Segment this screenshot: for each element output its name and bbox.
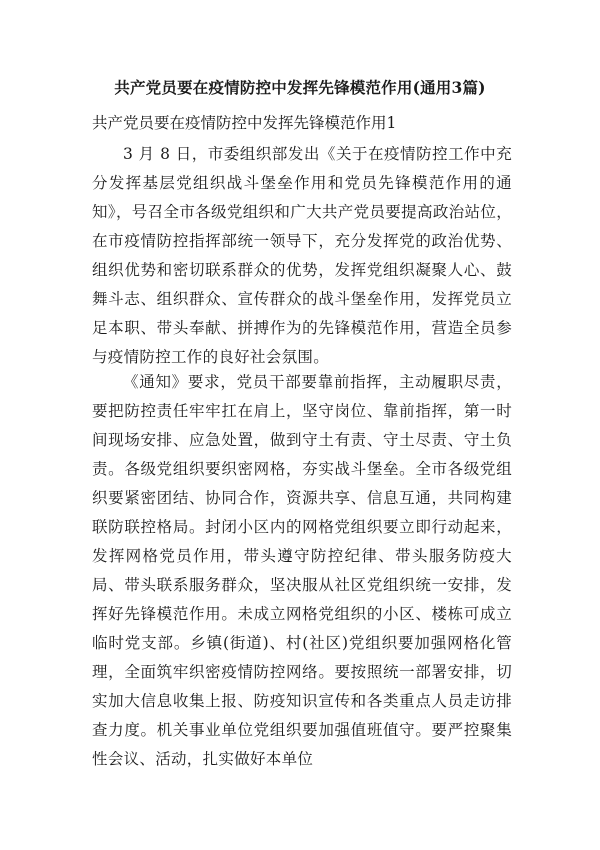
document-title: 共产党员要在疫情防控中发挥先锋模范作用(通用3篇) [114,78,486,97]
document-subtitle: 共产党员要在疫情防控中发挥先锋模范作用1 [92,114,397,132]
paragraph-1: 3 月 8 日，市委组织部发出《关于在疫情防控工作中充分发挥基层党组织战斗堡垒作用和党员先锋模范作用的通知》，号召全市各级党组织和广大共产党员要提高政治站位，在市疫情防控指挥部统一领导下，充分发挥党的政治优势、组织优势和密切联系群众的优势，发挥党组织凝聚人心、鼓舞斗志、组织群众、宣传群众的战斗堡垒作用，发挥党员立足本职、带头奉献、拼搏作为的先锋模范作用，营造全员参与疫情防控工作的良好社会氛围。 [92,145,512,366]
paragraph-2: 《通知》要求，党员干部要靠前指挥，主动履职尽责，要把防控责任牢牢扛在肩上，坚守岗位、靠前指挥，第一时间现场安排、应急处置，做到守土有责、守土尽责、守土负责。各级党组织要织密网格，夯实战斗堡垒。全市各级党组织要紧密团结、协同合作，资源共享、信息互通，共同构建联防联控格局。封闭小区内的网格党组织要立即行动起来，发挥网格党员作用，带头遵守防控纪律、带头服务防疫大局、带头联系服务群众，坚决服从社区党组织统一安排，发挥好先锋模范作用。未成立网格党组织的小区、楼栋可成立临时党支部。乡镇(街道)、村(社区)党组织要加强网格化管理，全面筑牢织密疫情防控网络。要按照统一部署安排，切实加大信息收集上报、防疫知识宣传和各类重点人员走访排查力度。机关事业单位党组织要加强值班值守。要严控聚集性会议、活动，扎实做好本单位 [92,373,512,768]
